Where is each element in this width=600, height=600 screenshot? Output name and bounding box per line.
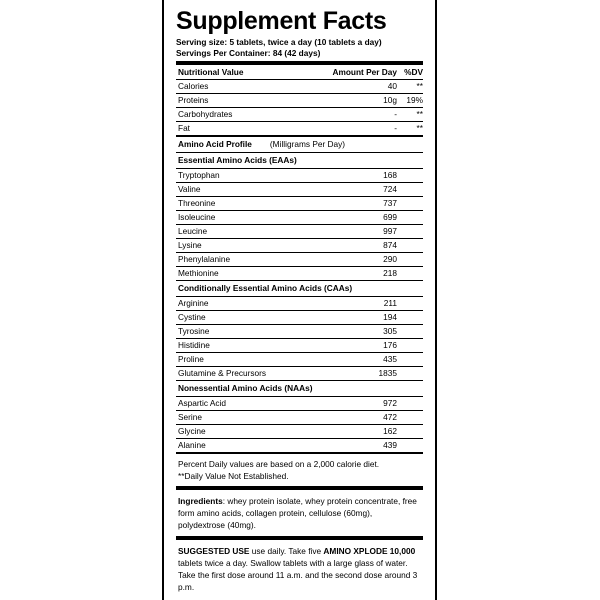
row-label: Glycine: [176, 424, 327, 438]
table-row: [176, 168, 423, 182]
product-name: AMINO XPLODE 10,000: [323, 546, 416, 557]
row-amount: 472: [327, 410, 397, 424]
row-label: Arginine: [176, 296, 327, 310]
row-amount: 737: [327, 196, 397, 210]
table-header-row: [176, 65, 423, 79]
amino-profile-note: (Milligrams Per Day): [269, 139, 346, 150]
row-amount: -: [327, 107, 397, 121]
row-label: Calories: [176, 79, 327, 93]
table-row: [176, 396, 423, 410]
table-row: [176, 196, 423, 210]
row-dv: **: [397, 107, 423, 121]
section-header-naas: [176, 380, 423, 396]
section-label: Nonessential Amino Acids (NAAs): [176, 380, 423, 396]
page-title: Supplement Facts: [176, 7, 387, 35]
header-percent-dv: %DV: [404, 66, 423, 77]
row-amount: 168: [327, 168, 397, 182]
row-amount: 699: [327, 210, 397, 224]
row-dv: **: [397, 79, 423, 93]
table-row: [176, 410, 423, 424]
facts-table: [176, 65, 423, 452]
row-label: Proline: [176, 352, 327, 366]
row-amount: 874: [327, 238, 397, 252]
row-amount: 218: [327, 266, 397, 280]
row-amount: 972: [327, 396, 397, 410]
row-amount: 40: [327, 79, 397, 93]
footnote-daily-values: Percent Daily values are based on a 2,000 calorie diet.: [178, 458, 380, 469]
row-label: Lysine: [176, 238, 327, 252]
row-amount: 162: [327, 424, 397, 438]
row-amount: 194: [327, 310, 397, 324]
table-row: [176, 352, 423, 366]
row-amount: 10g: [327, 93, 397, 107]
row-label: Isoleucine: [176, 210, 327, 224]
table-row: [176, 438, 423, 452]
table-row: [176, 424, 423, 438]
row-amount: -: [327, 121, 397, 136]
row-label: Histidine: [176, 338, 327, 352]
amino-acid-profile-header: [176, 136, 423, 153]
suggested-use-text-after: tablets twice a day. Swallow tablets with a large glass of water. Take the first dose around 11 a.m. and the second dose around 3 p.m.: [178, 558, 418, 593]
row-amount: 435: [327, 352, 397, 366]
row-label: Cystine: [176, 310, 327, 324]
row-amount: 1835: [327, 366, 397, 380]
table-row: [176, 310, 423, 324]
row-label: Alanine: [176, 438, 327, 452]
row-label: Tryptophan: [176, 168, 327, 182]
servings-per-container-text: Servings Per Container: 84 (42 days): [176, 47, 321, 58]
table-row: [176, 210, 423, 224]
row-label: Phenylalanine: [176, 252, 327, 266]
ingredients-text: : whey protein isolate, whey protein concentrate, free form amino acids, collagen protein, cellulose (60mg), polydextrose (40mg).: [178, 496, 417, 531]
row-amount: 290: [327, 252, 397, 266]
header-amount-per-day: Amount Per Day: [332, 66, 397, 77]
row-amount: 439: [327, 438, 397, 452]
row-label: Aspartic Acid: [176, 396, 327, 410]
row-dv: **: [397, 121, 423, 136]
row-label: Valine: [176, 182, 327, 196]
table-row: [176, 224, 423, 238]
table-row: [176, 182, 423, 196]
row-label: Fat: [176, 121, 327, 136]
table-row: [176, 107, 423, 121]
row-label: Carbohydrates: [176, 107, 327, 121]
row-amount: 724: [327, 182, 397, 196]
table-row: [176, 266, 423, 280]
serving-size-text: Serving size: 5 tablets, twice a day (10 tablets a day): [176, 37, 382, 48]
row-label: Threonine: [176, 196, 327, 210]
section-label: Conditionally Essential Amino Acids (CAAs): [176, 280, 423, 296]
table-row: [176, 338, 423, 352]
table-row: [176, 79, 423, 93]
section-header-eaas: [176, 152, 423, 168]
row-label: Proteins: [176, 93, 327, 107]
ingredients-block: [176, 490, 423, 536]
section-label: Essential Amino Acids (EAAs): [176, 152, 423, 168]
row-amount: 997: [327, 224, 397, 238]
row-label: Methionine: [176, 266, 327, 280]
ingredients-label: Ingredients: [178, 496, 223, 506]
table-row: [176, 121, 423, 136]
amino-profile-label: Amino Acid Profile: [178, 139, 252, 150]
row-amount: 305: [327, 324, 397, 338]
table-row: [176, 366, 423, 380]
row-label: Tyrosine: [176, 324, 327, 338]
table-row: [176, 93, 423, 107]
table-row: [176, 238, 423, 252]
row-dv: 19%: [397, 93, 423, 107]
suggested-use-text-before: use daily. Take five: [249, 546, 324, 557]
footnotes: [176, 454, 423, 486]
row-amount: 176: [327, 338, 397, 352]
suggested-use-label: SUGGESTED USE: [178, 546, 250, 557]
footnote-dv-not-established: **Daily Value Not Established.: [178, 470, 289, 481]
row-label: Glutamine & Precursors: [176, 366, 327, 380]
row-amount: 211: [327, 296, 397, 310]
supplement-facts-panel: [162, 0, 437, 600]
table-row: [176, 324, 423, 338]
header-nutritional-value: Nutritional Value: [178, 66, 244, 77]
row-label: Leucine: [176, 224, 327, 238]
table-row: [176, 296, 423, 310]
section-header-caas: [176, 280, 423, 296]
suggested-use-block: [176, 540, 423, 598]
row-label: Serine: [176, 410, 327, 424]
table-row: [176, 252, 423, 266]
